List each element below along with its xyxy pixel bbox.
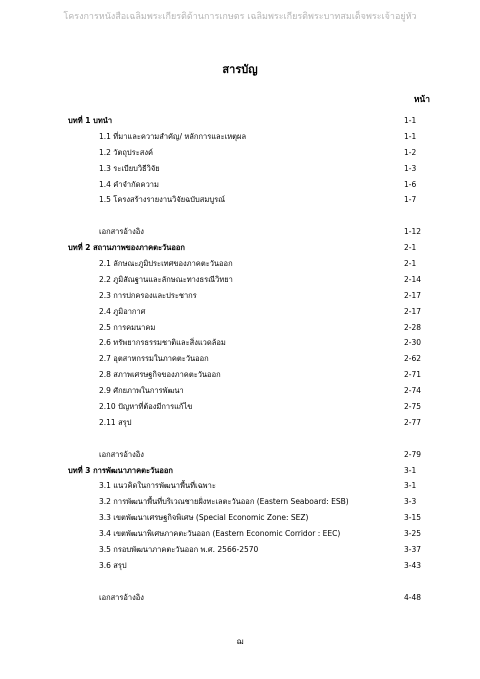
toc-entry-label: 2.4 ภูมิอากาศ [99,306,146,316]
toc-references[interactable] [68,447,430,463]
toc-entry-label: 3.4 เขตพัฒนาพิเศษภาคตะวันออก (Eastern Economic Corridor : EEC) [99,529,341,539]
toc-page-number: 2-28 [404,322,422,332]
toc-entry[interactable] [68,192,430,208]
page-number-footer: ฌ [236,637,244,646]
toc-page-number: 2-1 [404,243,417,253]
toc-page-number: 3-15 [404,513,422,523]
toc-page-number: 2-17 [404,290,422,300]
toc-entry[interactable] [68,383,430,399]
table-of-contents [68,113,430,606]
toc-page-number: 3-3 [404,497,417,507]
toc-chapter-title: บทที่ 3 การพัฒนาภาคตะวันออก [68,465,173,475]
toc-references[interactable] [68,224,430,240]
toc-page-number: 2-1 [404,259,417,269]
toc-chapter[interactable] [68,240,430,256]
toc-entry[interactable] [68,510,430,526]
toc-entry-label: 1.3 ระเบียบวิธีวิจัย [99,163,160,173]
page-column-label: หน้า [413,95,430,105]
toc-entry[interactable] [68,526,430,542]
toc-entry[interactable] [68,129,430,145]
toc-entry-label: 2.1 ลักษณะภูมิประเทศของภาคตะวันออก [99,259,233,269]
toc-entry[interactable] [68,288,430,304]
toc-entry-label: 2.9 ศักยภาพในการพัฒนา [99,386,184,396]
toc-entry-label: 1.2 วัตถุประสงค์ [99,147,154,157]
toc-spacer [68,208,430,224]
toc-page-number: 2-74 [404,386,422,396]
toc-entry[interactable] [68,145,430,161]
toc-spacer [68,574,430,590]
toc-entry[interactable] [68,351,430,367]
toc-entry[interactable] [68,415,430,431]
toc-entry-label: 3.3 เขตพัฒนาเศรษฐกิจพิเศษ (Special Economic Zone: SEZ) [99,513,309,523]
toc-chapter-title: บทที่ 2 สถานภาพของภาคตะวันออก [68,243,185,253]
toc-page-number: 2-71 [404,370,422,380]
toc-page-number: 3-43 [404,560,422,570]
toc-entry-label: 1.5 โครงสร้างรายงานวิจัยฉบับสมบูรณ์ [99,195,226,205]
toc-entry[interactable] [68,256,430,272]
toc-entry[interactable] [68,335,430,351]
toc-entry-label: 1.4 คำจำกัดความ [99,179,159,189]
toc-entry-label: 1.1 ที่มาและความสำคัญ/ หลักการและเหตุผล [99,131,247,141]
toc-entry-label: 2.2 ภูมิสัณฐานและลักษณะทางธรณีวิทยา [99,274,233,284]
toc-entry[interactable] [68,177,430,193]
toc-references-label: เอกสารอ้างอิง [99,449,144,459]
toc-entry-label: 3.6 สรุป [99,560,127,570]
toc-entry-label: 3.2 การพัฒนาพื้นที่บริเวณชายฝั่งทะเลตะวันออก (Eastern Seaboard: ESB) [99,497,349,507]
toc-page-number: 1-1 [404,116,417,125]
toc-entry[interactable] [68,304,430,320]
toc-entry[interactable] [68,320,430,336]
toc-chapter-title: บทที่ 1 บทนำ [68,116,113,125]
toc-references-label: เอกสารอ้างอิง [99,227,144,237]
toc-page-number: 2-75 [404,402,422,412]
toc-chapter[interactable] [68,463,430,479]
toc-page-number: 2-77 [404,417,422,427]
page-title: สารบัญ [222,63,258,76]
toc-page-number: 3-1 [404,481,417,491]
toc-references-label: เอกสารอ้างอิง [99,592,144,602]
toc-page-number: 1-12 [404,227,422,237]
toc-page-number: 3-1 [404,465,417,475]
toc-page-number: 1-7 [404,195,417,205]
toc-chapter[interactable] [68,113,430,129]
toc-page-number: 3-25 [404,529,422,539]
toc-page-number: 1-3 [404,163,417,173]
toc-page-number: 4-48 [404,592,422,602]
toc-entry-label: 3.5 กรอบพัฒนาภาคตะวันออก พ.ศ. 2566-2570 [99,545,259,555]
toc-page-number: 2-17 [404,306,422,316]
toc-page-number: 2-62 [404,354,422,364]
toc-entry-label: 2.5 การคมนาคม [99,322,156,332]
toc-entry[interactable] [68,542,430,558]
toc-entry-label: 2.11 สรุป [99,417,132,427]
toc-entry[interactable] [68,161,430,177]
toc-entry-label: 2.8 สภาพเศรษฐกิจของภาคตะวันออก [99,370,221,380]
toc-page-number: 1-1 [404,131,417,141]
toc-page-number: 1-2 [404,147,417,157]
toc-spacer [68,431,430,447]
running-header: โครงการหนังสือเฉลิมพระเกียรติด้านการเกษตร เฉลิมพระเกียรติพระบาทสมเด็จพระเจ้าอยู่หัว [63,12,417,22]
toc-page-number: 2-30 [404,338,422,348]
toc-entry-label: 2.7 อุตสาหกรรมในภาคตะวันออก [99,354,209,364]
toc-entry[interactable] [68,367,430,383]
toc-entry[interactable] [68,478,430,494]
toc-page-number: 2-79 [404,449,422,459]
toc-entry-label: 2.10 ปัญหาที่ต้องมีการแก้ไข [99,402,193,412]
toc-references[interactable] [68,590,430,606]
toc-page-number: 2-14 [404,274,422,284]
toc-entry[interactable] [68,272,430,288]
toc-entry-label: 3.1 แนวคิดในการพัฒนาพื้นที่เฉพาะ [99,481,216,491]
toc-entry-label: 2.3 การปกครองและประชากร [99,290,197,300]
toc-entry[interactable] [68,558,430,574]
toc-entry[interactable] [68,494,430,510]
toc-entry-label: 2.6 ทรัพยากรธรรมชาติและสิ่งแวดล้อม [99,338,226,348]
toc-page-number: 1-6 [404,179,417,189]
toc-page-number: 3-37 [404,545,422,555]
toc-entry[interactable] [68,399,430,415]
